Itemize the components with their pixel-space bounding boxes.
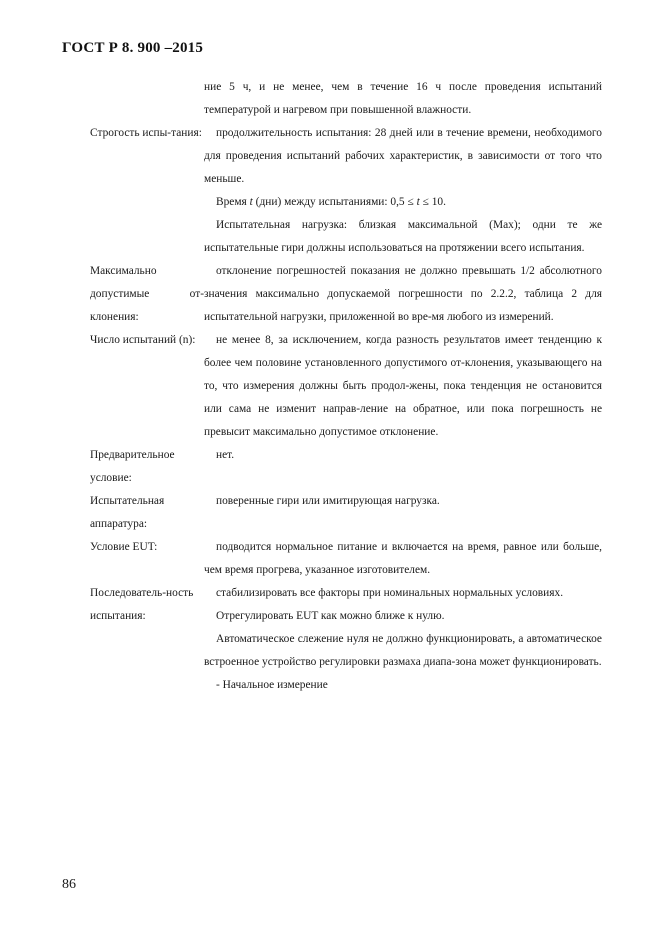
document-body xyxy=(90,76,602,697)
section-description xyxy=(204,122,602,260)
paragraph: Автоматическое слежение нуля не должно функционировать, а автоматическое встроенное устройство регулировки размаха диапа-зона может функционировать. xyxy=(204,633,602,668)
paragraph: Время t (дни) между испытаниями: 0,5 ≤ t ≤ 10. xyxy=(216,196,446,208)
section-test-equipment xyxy=(90,490,602,536)
paragraph: отклонение погрешностей показания не должно превышать 1/2 абсолютного значения максимально допускаемой погрешности по 2.2.2, таблица 2 для испытательной нагрузки, приложенной во вре-мя любого из измерений. xyxy=(204,265,602,323)
section-precondition xyxy=(90,444,602,490)
section-description xyxy=(204,536,602,582)
section-description xyxy=(204,76,602,122)
paragraph: Отрегулировать EUT как можно ближе к нулю. xyxy=(216,610,445,622)
section-number-of-tests xyxy=(90,329,602,444)
section-term: Условие EUT: xyxy=(90,541,158,553)
document-header: ГОСТ Р 8. 900 –2015 xyxy=(62,40,204,56)
paragraph: продолжительность испытания: 28 дней или в течение времени, необходимого для проведения испытаний рабочих характеристик, в зависимости от того что меньше. xyxy=(204,127,602,185)
section-term: Число испытаний (n): xyxy=(90,334,196,346)
section-description xyxy=(204,329,602,444)
paragraph: ние 5 ч, и не менее, чем в течение 16 ч после проведения испытаний температурой и нагревом при повышенной влажности. xyxy=(204,81,602,116)
section-continuation xyxy=(90,76,602,122)
section-test-sequence xyxy=(90,582,602,697)
section-term: Максимально допустимые от-клонения: xyxy=(90,265,204,323)
section-term: Предварительное условие: xyxy=(90,449,175,484)
section-test-severity xyxy=(90,122,602,260)
paragraph: не менее 8, за исключением, когда разность результатов имеет тенденцию к более чем половине установленного допустимого от-клонения, указывающего на то, что измерения должны быть продол-жены, пока тенденция не остановится или сама не изменит направ-ление на обратное, или пока погрешность не превысит максимально допустимое отклонение. xyxy=(204,334,602,438)
paragraph: стабилизировать все факторы при номинальных нормальных условиях. xyxy=(216,587,564,599)
section-term: Испытательная аппаратура: xyxy=(90,495,165,530)
section-term: Строгость испы-тания: xyxy=(90,127,202,139)
paragraph: нет. xyxy=(216,449,235,461)
section-term: Последователь-ность испытания: xyxy=(90,587,194,622)
paragraph: поверенные гири или имитирующая нагрузка. xyxy=(216,495,440,507)
paragraph: - Начальное измерение xyxy=(216,679,328,691)
paragraph: Испытательная нагрузка: близкая максимальной (Max); одни те же испытательные гири должны использоваться на протяжении всего испытания. xyxy=(204,219,602,254)
section-eut-condition xyxy=(90,536,602,582)
section-description xyxy=(204,260,602,329)
section-description xyxy=(204,444,602,467)
section-description xyxy=(204,582,602,697)
section-max-deviations xyxy=(90,260,602,329)
section-description xyxy=(204,490,602,513)
page-number: 86 xyxy=(62,877,76,892)
paragraph: подводится нормальное питание и включается на время, равное или больше, чем время прогрева, указанное изготовителем. xyxy=(204,541,602,576)
